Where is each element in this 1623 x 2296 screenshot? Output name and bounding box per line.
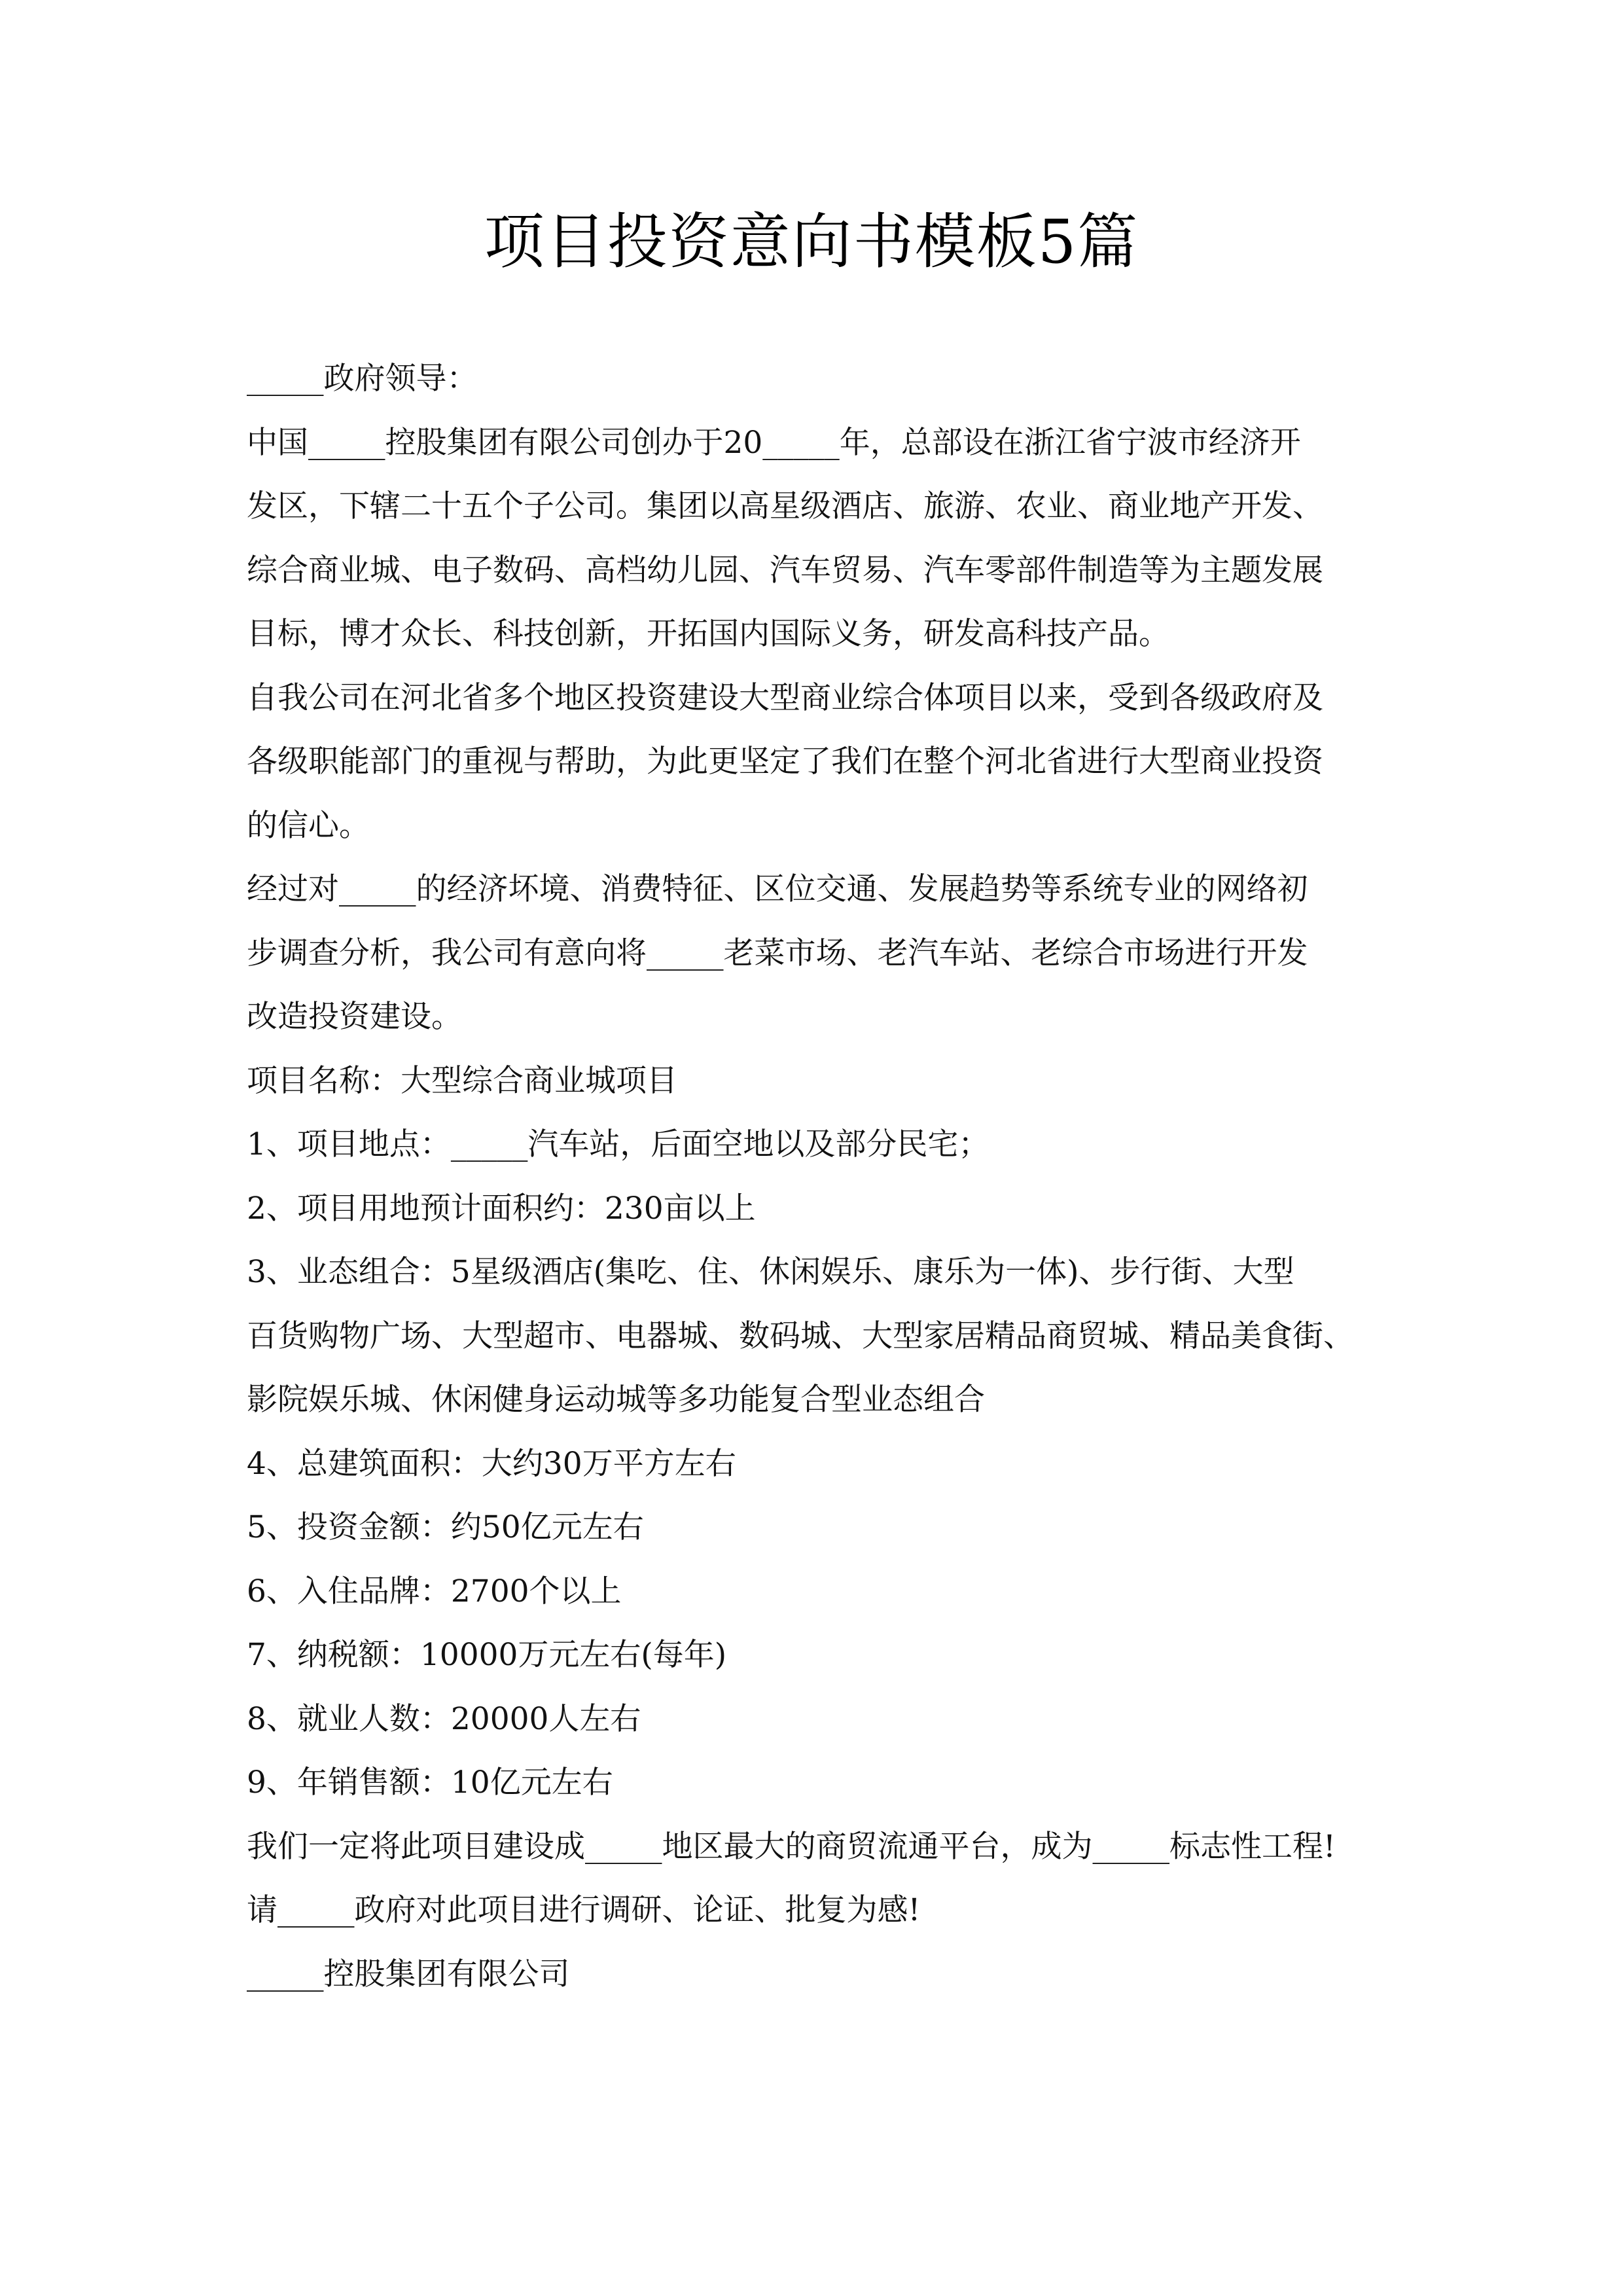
paragraph-line: 发区，下辖二十五个子公司。集团以高星级酒店、旅游、农业、商业地产开发、 — [247, 488, 1323, 524]
closing-line: 请_____政府对此项目进行调研、论证、批复为感! — [247, 1892, 921, 1928]
document-title: 项目投资意向书模板5篇 — [484, 207, 1139, 277]
paragraph-line: 综合商业城、电子数码、高档幼儿园、汽车贸易、汽车零部件制造等为主题发展 — [247, 552, 1323, 588]
list-item: 8、就业人数：20000人左右 — [247, 1700, 641, 1737]
list-item: 4、总建筑面积：大约30万平方左右 — [247, 1445, 736, 1482]
paragraph-line: 中国_____控股集团有限公司创办于20_____年，总部设在浙江省宁波市经济开 — [247, 424, 1301, 461]
list-item: 9、年销售额：10亿元左右 — [247, 1765, 613, 1801]
list-item-continued: 百货购物广场、大型超市、电器城、数码城、大型家居精品商贸城、精品美食街、 — [247, 1318, 1354, 1354]
list-item: 7、纳税额：10000万元左右(每年) — [247, 1637, 727, 1673]
project-name-line: 项目名称：大型综合商业城项目 — [247, 1062, 677, 1099]
document-body — [247, 347, 1399, 2006]
paragraph-line: 各级职能部门的重视与帮助，为此更坚定了我们在整个河北省进行大型商业投资 — [247, 744, 1323, 780]
list-item: 1、项目地点：_____汽车站，后面空地以及部分民宅； — [247, 1126, 990, 1162]
closing-line: 我们一定将此项目建设成_____地区最大的商贸流通平台，成为_____标志性工程! — [247, 1828, 1336, 1865]
signature-line: _____控股集团有限公司 — [247, 1956, 570, 1992]
list-item: 3、业态组合：5星级酒店(集吃、住、休闲娱乐、康乐为一体)、步行街、大型 — [247, 1254, 1294, 1290]
list-item: 5、投资金额：约50亿元左右 — [247, 1509, 644, 1545]
paragraph-line: 自我公司在河北省多个地区投资建设大型商业综合体项目以来，受到各级政府及 — [247, 679, 1323, 716]
list-item: 2、项目用地预计面积约：230亩以上 — [247, 1190, 756, 1227]
list-item: 6、入住品牌：2700个以上 — [247, 1573, 622, 1609]
paragraph-line: 经过对_____的经济坏境、消费特征、区位交通、发展趋势等系统专业的网络初 — [247, 871, 1308, 907]
paragraph-line: 步调查分析，我公司有意向将_____老菜市场、老汽车站、老综合市场进行开发 — [247, 935, 1308, 971]
paragraph-line: 的信心。 — [247, 807, 370, 844]
paragraph-line: 目标，博才众长、科技创新，开拓国内国际义务，研发高科技产品。 — [247, 616, 1169, 652]
list-item-continued: 影院娱乐城、休闲健身运动城等多功能复合型业态组合 — [247, 1382, 985, 1418]
salutation-line: _____政府领导： — [247, 361, 478, 397]
paragraph-line: 改造投资建设。 — [247, 999, 462, 1035]
